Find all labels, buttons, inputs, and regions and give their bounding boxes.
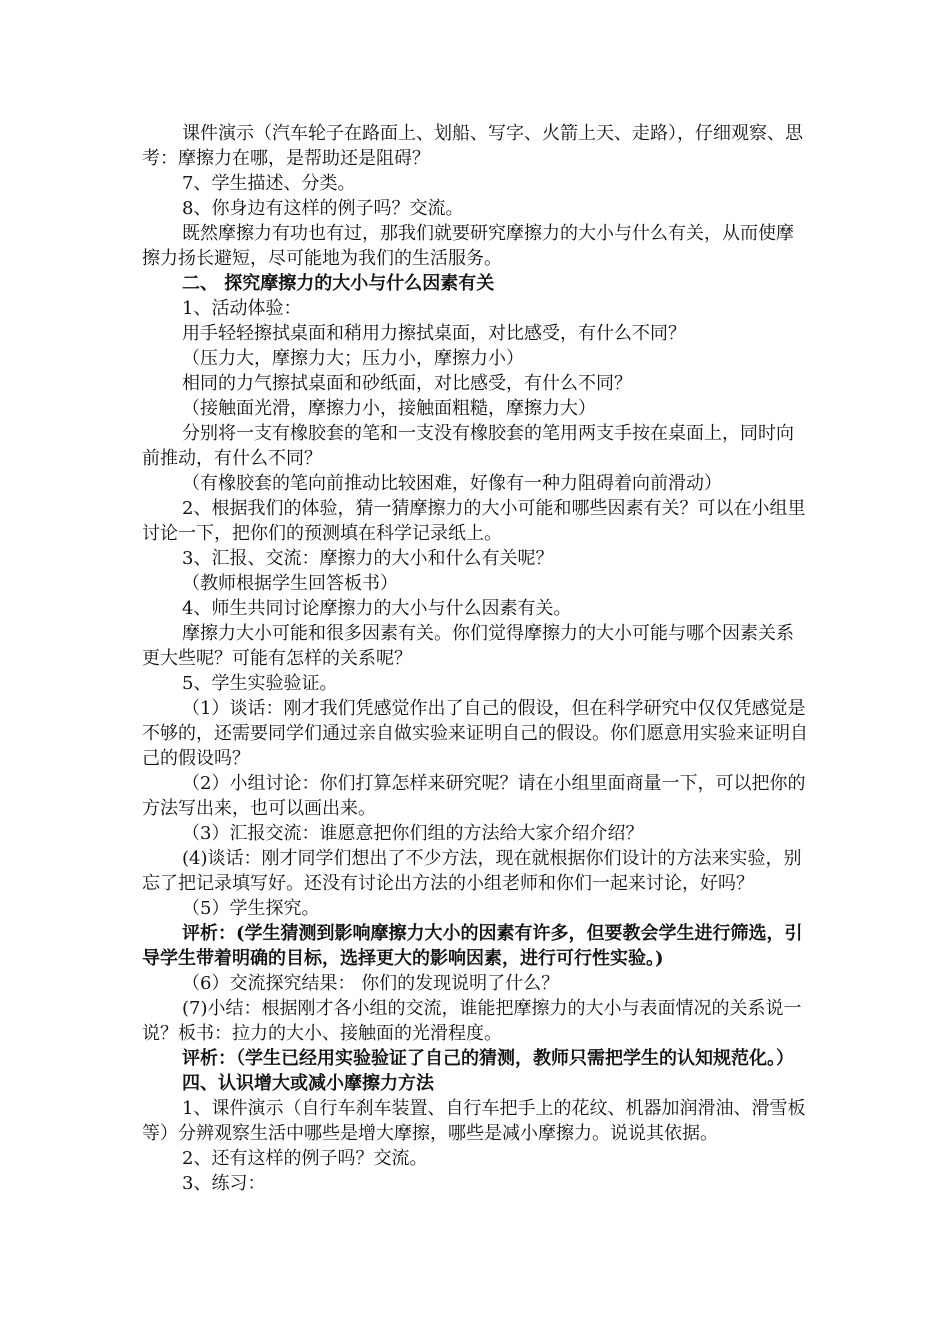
paragraph-more-examples: 2、还有这样的例子吗？交流。 — [182, 1148, 428, 1169]
paragraph-step-2-guess: 2、根据我们的体验，猜一猜摩擦力的大小可能和哪些因素有关？可以在小组里讨论一下，把你们的预测填在科学记录纸上。 — [142, 498, 806, 544]
paragraph-courseware-examples: 1、课件演示（自行车刹车装置、自行车把手上的花纹、机器加润滑油、滑雪板等）分辨观察生活中哪些是增大摩擦，哪些是减小摩擦力。说说其依据。 — [142, 1098, 806, 1144]
section-heading-4: 四、认识增大或减小摩擦力方法 — [182, 1073, 434, 1094]
paragraph-surface-note: （接触面光滑，摩擦力小，接触面粗糙，摩擦力大） — [182, 398, 596, 419]
paragraph-commentary-1: 评析：(学生猜测到影响摩擦力大小的因素有许多，但要教会学生进行筛选，引导学生带着明确的目标，选择更大的影响因素，进行可行性实验。) — [142, 923, 803, 969]
paragraph-sub-7: (7)小结：根据刚才各小组的交流，谁能把摩擦力的大小与表面情况的关系说一说？板书：拉力的大小、接触面的光滑程度。 — [142, 998, 802, 1044]
paragraph-step-8: 8、你身边有这样的例子吗？交流。 — [182, 198, 464, 219]
paragraph-step-7: 7、学生描述、分类。 — [182, 173, 356, 194]
paragraph-transition: 既然摩擦力有功也有过，那我们就要研究摩擦力的大小与什么有关，从而使摩擦力扬长避短，尽可能地为我们的生活服务。 — [142, 223, 794, 269]
paragraph-sub-5: （5）学生探究。 — [182, 898, 320, 919]
paragraph-board-note: （教师根据学生回答板书） — [182, 573, 398, 594]
paragraph-sub-3: （3）汇报交流：谁愿意把你们组的方法给大家介绍介绍？ — [182, 823, 644, 844]
paragraph-practice: 3、练习： — [182, 1173, 266, 1194]
paragraph-pens: 分别将一支有橡胶套的笔和一支没有橡胶套的笔用两支手按在桌面上，同时向前推动，有什么不同？ — [142, 423, 794, 469]
paragraph-sub-2: （2）小组讨论：你们打算怎样来研究呢？请在小组里面商量一下，可以把你的方法写出来，也可以画出来。 — [142, 773, 806, 819]
paragraph-step-3-report: 3、汇报、交流：摩擦力的大小和什么有关呢？ — [182, 548, 554, 569]
paragraph-activity: 1、活动体验： — [182, 298, 302, 319]
paragraph-sub-1: （1）谈话：刚才我们凭感觉作出了自己的假设，但在科学研究中仅仅凭感觉是不够的，还需要同学们通过亲自做实验来证明自己的假设。你们愿意用实验来证明自己的假设吗？ — [142, 698, 808, 769]
paragraph-sub-4: (4)谈话：刚才同学们想出了不少方法，现在就根据你们设计的方法来实验，别忘了把记录填写好。还没有讨论出方法的小组老师和你们一起来讨论，好吗？ — [142, 848, 802, 894]
paragraph-wipe-desk: 用手轻轻擦拭桌面和稍用力擦拭桌面，对比感受，有什么不同？ — [182, 323, 686, 344]
paragraph-commentary-2: 评析：（学生已经用实验验证了自己的猜测，教师只需把学生的认知规范化。） — [182, 1048, 794, 1069]
paragraph-pens-note: （有橡胶套的笔向前推动比较困难，好像有一种力阻碍着向前滑动） — [182, 473, 722, 494]
paragraph-sub-6: （6）交流探究结果： 你们的发现说明了什么？ — [182, 973, 560, 994]
paragraph-step-4-discuss: 4、师生共同讨论摩擦力的大小与什么因素有关。 — [182, 598, 572, 619]
paragraph-factors: 摩擦力大小可能和很多因素有关。你们觉得摩擦力的大小可能与哪个因素关系更大些呢？可能有怎样的关系呢？ — [142, 623, 794, 669]
paragraph-step-5-experiment: 5、学生实验验证。 — [182, 673, 338, 694]
paragraph-courseware-demo: 课件演示（汽车轮子在路面上、划船、写字、火箭上天、走路），仔细观察、思考：摩擦力在哪，是帮助还是阻碍？ — [142, 123, 803, 169]
section-heading-2: 二、 探究摩擦力的大小与什么因素有关 — [182, 273, 495, 294]
paragraph-sandpaper: 相同的力气擦拭桌面和砂纸面，对比感受，有什么不同？ — [182, 373, 632, 394]
paragraph-pressure-note: （压力大，摩擦力大；压力小，摩擦力小） — [182, 348, 524, 369]
document-body — [142, 121, 810, 1196]
